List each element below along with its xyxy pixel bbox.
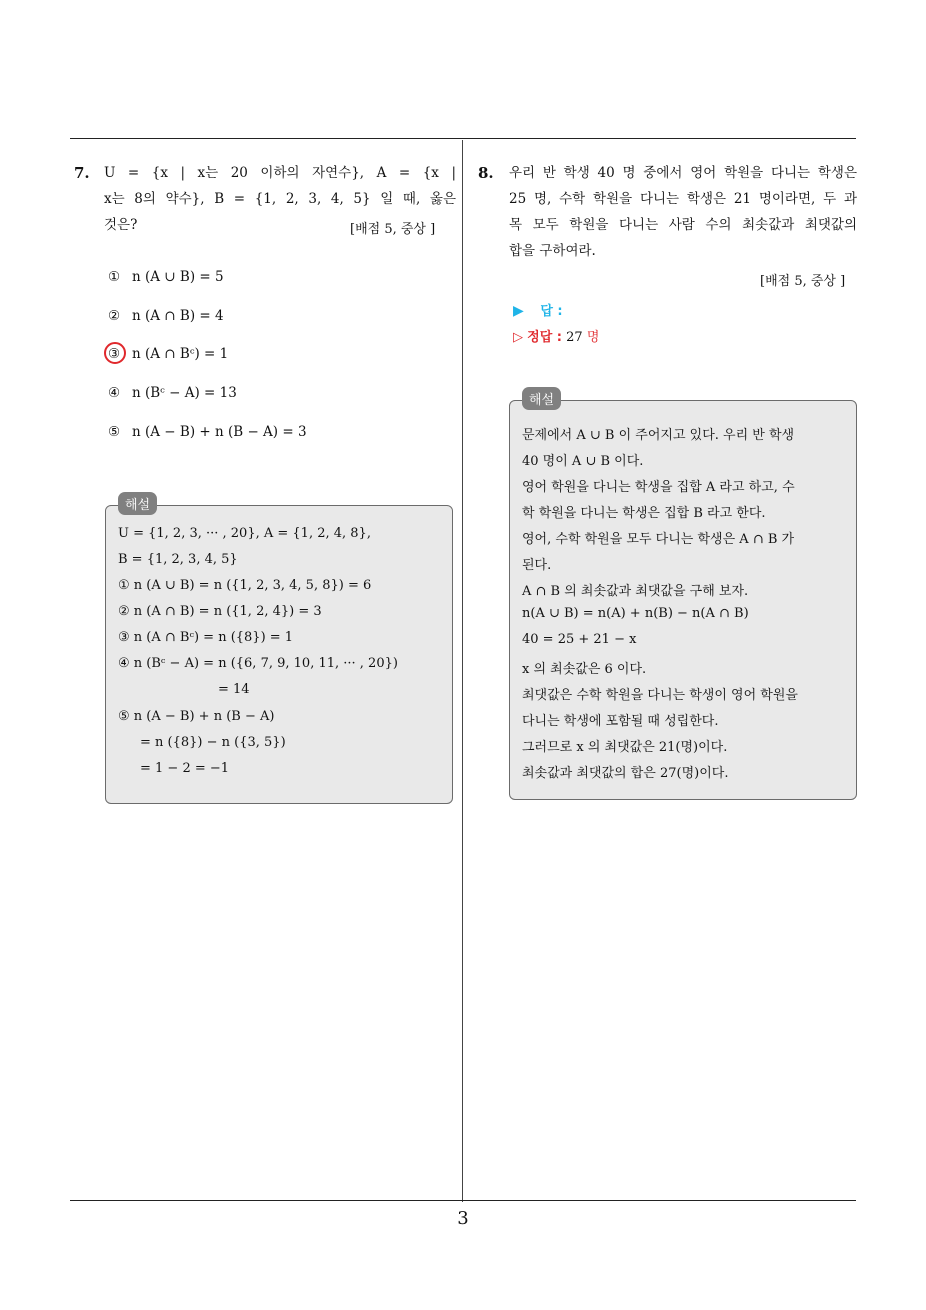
- q8-solution-line: n(A ∪ B) = n(A) + n(B) − n(A ∩ B): [522, 606, 749, 621]
- selected-answer-circle: [104, 342, 126, 364]
- column-divider: [462, 140, 463, 1202]
- q7-number: 7.: [74, 164, 90, 182]
- q7-solution-line: B = {1, 2, 3, 4, 5}: [118, 552, 238, 567]
- q8-line-3: 목 모두 학원을 다니는 사람 수의 최솟값과 최댓값의: [509, 217, 857, 233]
- q8-answer-row: [513, 300, 563, 319]
- q7-solution-label: 해설: [118, 492, 157, 515]
- choice-text: n (A ∩ Bᶜ) = 1: [132, 346, 229, 362]
- q7-solution-line: = 14: [218, 682, 250, 697]
- correct-unit: 명: [586, 330, 600, 345]
- play-outline-icon: ▷: [513, 330, 523, 345]
- q7-solution-line: U = {1, 2, 3, ··· , 20}, A = {1, 2, 4, 8},: [118, 526, 371, 541]
- q7-line-1: U = {x | x는 20 이하의 자연수}, A = {x |: [104, 165, 456, 181]
- choice-number: ④: [108, 385, 121, 401]
- q7-line-3: 것은?: [104, 217, 138, 233]
- q8-solution-line: x 의 최솟값은 6 이다.: [522, 662, 647, 677]
- q7-solution-box: [105, 505, 453, 804]
- q7-solution-line: ⑤ n (A − B) + n (B − A): [118, 709, 275, 724]
- q7-line-2: x는 8의 약수}, B = {1, 2, 3, 4, 5} 일 때, 옳은: [104, 191, 456, 207]
- q7-choice-2[interactable]: [108, 308, 224, 324]
- q8-solution-line: 40 = 25 + 21 − x: [522, 632, 637, 647]
- correct-value: 27: [566, 330, 583, 345]
- q7-solution-line: ③ n (A ∩ Bᶜ) = n ({8}) = 1: [118, 630, 294, 645]
- choice-number: ⑤: [108, 424, 121, 440]
- q8-number: 8.: [478, 164, 494, 182]
- bottom-rule: [70, 1200, 856, 1201]
- q7-solution-line: ④ n (Bᶜ − A) = n ({6, 7, 9, 10, 11, ··· , 20}): [118, 656, 398, 671]
- q7-solution-line: = 1 − 2 = −1: [140, 761, 230, 776]
- q8-solution-line: 영어 학원을 다니는 학생을 집합 A 라고 하고, 수: [522, 480, 795, 495]
- choice-text: n (Bᶜ − A) = 13: [132, 385, 237, 401]
- q8-line-1: 우리 반 학생 40 명 중에서 영어 학원을 다니는 학생은: [509, 165, 857, 181]
- q8-meta: [배점 5, 중상 ]: [760, 274, 846, 289]
- q8-solution-line: 문제에서 A ∪ B 이 주어지고 있다. 우리 반 학생: [522, 428, 795, 443]
- choice-number: ①: [108, 269, 121, 285]
- q7-choice-3[interactable]: [108, 346, 228, 362]
- q8-line-4: 합을 구하여라.: [509, 243, 596, 259]
- choice-number: ②: [108, 308, 121, 324]
- q8-solution-line: 40 명이 A ∪ B 이다.: [522, 454, 644, 469]
- q7-choice-4[interactable]: [108, 385, 237, 401]
- q8-solution-line: 다니는 학생에 포함될 때 성립한다.: [522, 714, 719, 729]
- q8-solution-line: 학 학원을 다니는 학생은 집합 B 라고 한다.: [522, 506, 766, 521]
- top-rule: [70, 138, 856, 139]
- q8-solution-line: 최솟값과 최댓값의 합은 27(명)이다.: [522, 766, 729, 781]
- q7-solution-line: ② n (A ∩ B) = n ({1, 2, 4}) = 3: [118, 604, 322, 619]
- q8-solution-line: 최댓값은 수학 학원을 다니는 학생이 영어 학원을: [522, 688, 798, 703]
- correct-label: 정답 :: [527, 330, 562, 345]
- choice-number: ③: [108, 346, 121, 362]
- page-number: 3: [457, 1208, 469, 1229]
- q7-choice-1[interactable]: [108, 269, 224, 285]
- q8-solution-label: 해설: [522, 387, 561, 410]
- q7-solution-line: = n ({8}) − n ({3, 5}): [140, 735, 286, 750]
- choice-text: n (A − B) + n (B − A) = 3: [132, 424, 307, 440]
- q8-solution-line: A ∩ B 의 최솟값과 최댓값을 구해 보자.: [522, 584, 749, 599]
- q8-line-2: 25 명, 수학 학원을 다니는 학생은 21 명이라면, 두 과: [509, 191, 857, 207]
- q8-solution-line: 영어, 수학 학원을 모두 다니는 학생은 A ∩ B 가: [522, 532, 795, 547]
- play-icon: ▶: [513, 303, 524, 319]
- q8-solution-line: 된다.: [522, 558, 552, 573]
- choice-text: n (A ∪ B) = 5: [132, 269, 224, 285]
- q8-solution-line: 그러므로 x 의 최댓값은 21(명)이다.: [522, 740, 728, 755]
- answer-label: 답 :: [540, 304, 563, 319]
- q8-correct-row: [513, 326, 599, 345]
- choice-text: n (A ∩ B) = 4: [132, 308, 224, 324]
- q7-solution-line: ① n (A ∪ B) = n ({1, 2, 3, 4, 5, 8}) = 6: [118, 578, 372, 593]
- q7-meta: [배점 5, 중상 ]: [350, 222, 436, 237]
- q7-choice-5[interactable]: [108, 424, 307, 440]
